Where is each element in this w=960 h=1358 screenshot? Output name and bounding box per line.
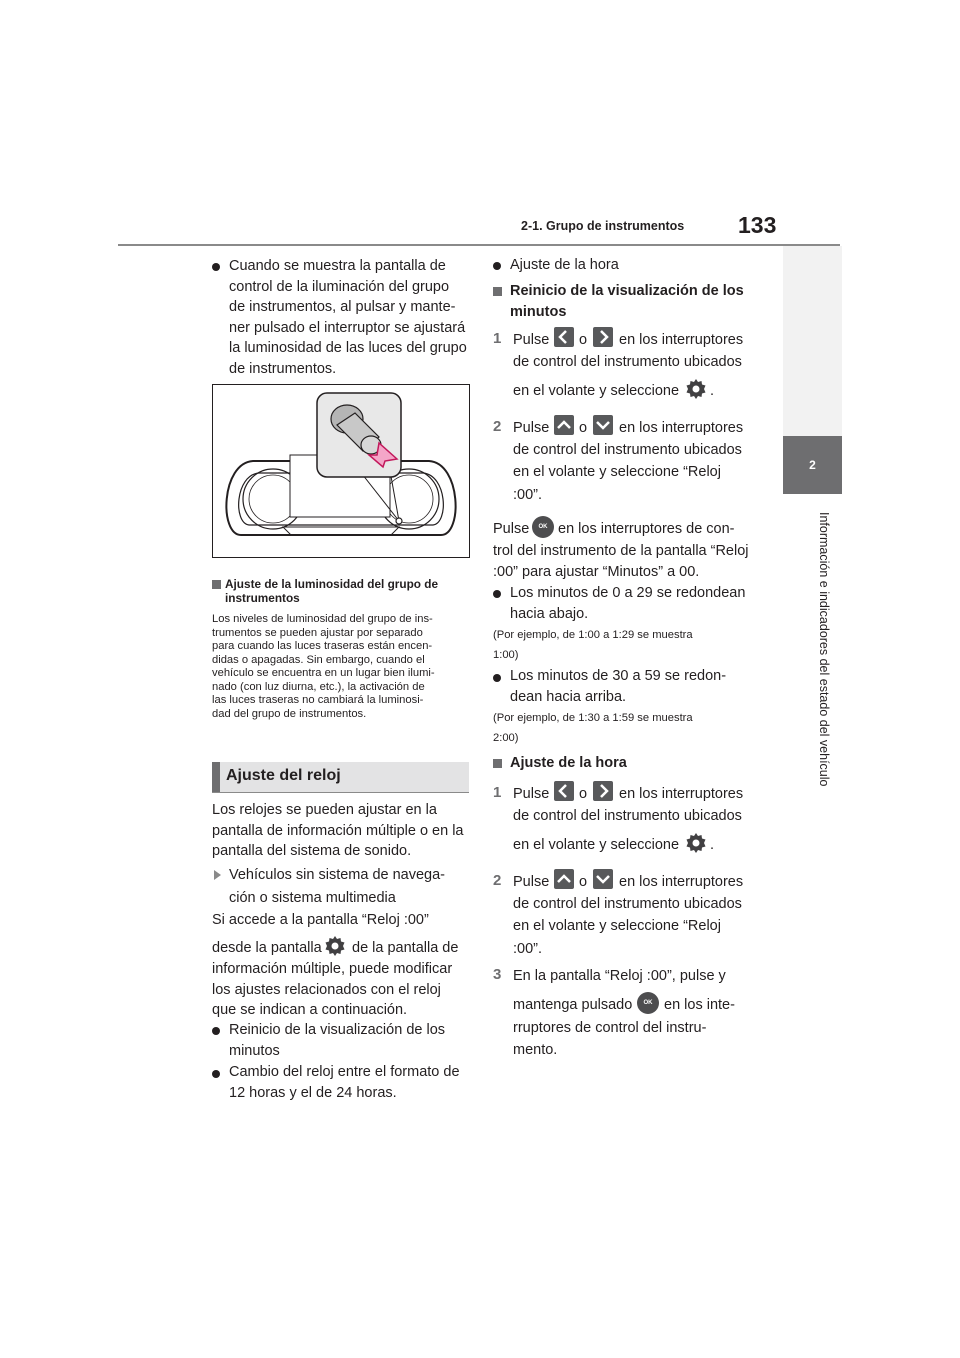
example-round-down: (Por ejemplo, de 1:00 a 1:29 se muestra 1:00) <box>493 629 693 661</box>
section-title: 2-1. Grupo de instrumentos <box>521 219 685 233</box>
bullet-icon <box>212 263 220 271</box>
access-text-rest: información múltiple, puede modificar los ajustes relacionados con el reloj que se indican a continuación. <box>212 961 453 1018</box>
ok-para-text: :00” para ajustar “Minutos” a 00. <box>493 564 700 580</box>
section-banner-rule <box>212 792 469 793</box>
step-text: de control del instrumento ubicados <box>513 896 742 912</box>
down-button-icon <box>593 415 613 435</box>
bullet-icon <box>493 590 501 598</box>
step-text: en los interruptores <box>619 420 744 436</box>
sub-heading: Ajuste de la luminosidad del grupo de instrumentos <box>225 577 439 605</box>
ok-para-pulse: Pulse <box>493 521 530 537</box>
step-or: o <box>579 874 588 890</box>
bullet-icon <box>212 1070 220 1078</box>
ok-button-icon: OK <box>637 992 659 1014</box>
header-rule <box>118 244 840 246</box>
access-text-line1: Si accede a la pantalla “Reloj :00” <box>212 912 429 928</box>
step-text: de control del instrumento ubicados <box>513 354 742 370</box>
step-number: 1 <box>493 784 502 801</box>
step-period: . <box>710 383 715 399</box>
sub-paragraph: Los niveles de luminosidad del grupo de ins- trumentos se pueden ajustar por separado para cuando las luces traseras están encen- didas o apagadas. Sin embargo, cuando el vehículo se encuentra en un lugar bien ilumi- nado (con luz diurna, etc.), la activación de las luces traseras no cambiará la luminosi- dad del grupo de instrumentos. <box>212 613 435 720</box>
down-button-icon <box>593 869 613 889</box>
step-text: mantenga pulsado <box>513 997 633 1013</box>
bullet-round-down: Los minutos de 0 a 29 se redondean hacia abajo. <box>510 585 746 622</box>
step-text: :00”. <box>513 487 543 503</box>
step-pulse: Pulse <box>513 420 550 436</box>
gear-icon <box>684 377 708 401</box>
step-number: 2 <box>493 872 502 889</box>
step-text: rruptores de control del instru- <box>513 1020 707 1036</box>
heading-set-time: Ajuste de la hora <box>510 755 627 771</box>
ok-para-text: en los interruptores de con- <box>558 521 735 537</box>
step-text: en los interruptores <box>619 332 744 348</box>
up-button-icon <box>554 415 574 435</box>
chapter-title: Información e indicadores del estado del vehículo <box>817 512 831 787</box>
step-or: o <box>579 786 588 802</box>
bullet-12-24h: Cambio del reloj entre el formato de 12 horas y el de 24 horas. <box>229 1064 460 1101</box>
bullet-round-up: Los minutos de 30 a 59 se redon- dean hacia arriba. <box>510 668 727 705</box>
bullet-reset-minutes: Reinicio de la visualización de los minutos <box>229 1022 446 1059</box>
step-text: en el volante y seleccione <box>513 837 680 853</box>
ok-para-text: trol del instrumento de la pantalla “Reloj <box>493 543 749 559</box>
example-round-up: (Por ejemplo, de 1:30 a 1:59 se muestra 2:00) <box>493 712 693 744</box>
right-button-icon <box>593 327 613 347</box>
left-button-icon <box>554 781 574 801</box>
step-text: en el volante y seleccione “Reloj <box>513 464 721 480</box>
bullet-icon <box>493 674 501 682</box>
instrument-cluster-figure <box>212 384 470 558</box>
square-bullet-icon <box>212 580 221 589</box>
step-text: de control del instrumento ubicados <box>513 442 742 458</box>
bullet-icon <box>493 262 501 270</box>
step-text: de control del instrumento ubicados <box>513 808 742 824</box>
step-pulse: Pulse <box>513 874 550 890</box>
up-button-icon <box>554 869 574 889</box>
intro-bullet-text: Cuando se muestra la pantalla de control de la iluminación del grupo de instrumentos, al pulsar y mante- ner pulsado el interruptor se ajustará la luminosidad de las luces del grupo de instrumentos. <box>229 258 467 377</box>
heading-reset-minutes: Reinicio de la visualización de los minutos <box>510 283 744 320</box>
arrow-bullet-icon <box>214 870 221 880</box>
section-banner-accent <box>212 762 220 792</box>
clock-intro-paragraph: Los relojes se pueden ajustar en la pantalla de información múltiple o en la pantalla del sistema de sonido. <box>212 802 464 859</box>
step-text: en los inte- <box>664 997 735 1013</box>
access-text-line2b: de la pantalla de <box>352 940 459 956</box>
step-text: en los interruptores <box>619 786 744 802</box>
step-or: o <box>579 420 588 436</box>
step-period: . <box>710 837 715 853</box>
access-text-line2a: desde la pantalla <box>212 940 322 956</box>
step-text: En la pantalla “Reloj :00”, pulse y <box>513 968 726 984</box>
ok-button-icon: OK <box>532 516 554 538</box>
step-pulse: Pulse <box>513 786 550 802</box>
bullet-icon <box>212 1027 220 1035</box>
chapter-tab[interactable]: 2 <box>783 436 842 494</box>
step-number: 1 <box>493 330 502 347</box>
step-text: en el volante y seleccione “Reloj <box>513 918 721 934</box>
bullet-set-time: Ajuste de la hora <box>510 257 619 273</box>
step-text: en los interruptores <box>619 874 744 890</box>
vehicle-condition: Vehículos sin sistema de navega- ción o sistema multimedia <box>229 867 446 906</box>
left-button-icon <box>554 327 574 347</box>
gear-icon <box>684 831 708 855</box>
section-banner-title: Ajuste del reloj <box>226 767 341 784</box>
instrument-cluster-illustration <box>213 385 469 557</box>
right-button-icon <box>593 781 613 801</box>
gear-icon <box>323 934 347 958</box>
step-text: en el volante y seleccione <box>513 383 680 399</box>
page-number: 133 <box>738 212 777 238</box>
square-bullet-icon <box>493 287 502 296</box>
step-pulse: Pulse <box>513 332 550 348</box>
step-or: o <box>579 332 588 348</box>
side-tab-strip <box>783 246 842 436</box>
step-number: 3 <box>493 966 502 983</box>
step-text: mento. <box>513 1042 558 1058</box>
step-text: :00”. <box>513 941 543 957</box>
square-bullet-icon <box>493 759 502 768</box>
step-number: 2 <box>493 418 502 435</box>
